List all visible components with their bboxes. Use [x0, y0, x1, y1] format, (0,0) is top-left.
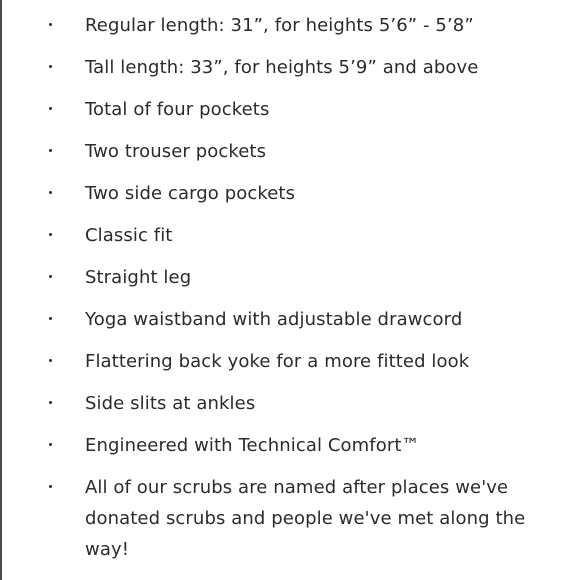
list-item-text: Regular length: 31”, for heights 5’6” - 5’8” [85, 15, 474, 36]
list-item [0, 472, 580, 565]
feature-list [0, 10, 580, 576]
list-item-text: Side slits at ankles [85, 393, 256, 414]
bullet-icon [49, 443, 52, 446]
bullet-icon [49, 107, 52, 110]
list-item-text: Straight leg [85, 267, 192, 288]
list-item [0, 136, 580, 167]
list-item-text: Tall length: 33”, for heights 5’9” and above [85, 57, 479, 78]
bullet-icon [49, 23, 52, 26]
list-item-text: Two side cargo pockets [85, 183, 296, 204]
bullet-icon [49, 149, 52, 152]
list-item-text: Classic fit [85, 225, 173, 246]
bullet-icon [49, 485, 52, 488]
list-item [0, 304, 580, 335]
list-item [0, 430, 580, 461]
list-item [0, 94, 580, 125]
list-item-text: Engineered with Technical Comfort™ [85, 435, 420, 456]
list-item [0, 220, 580, 251]
list-item-text: Flattering back yoke for a more fitted look [85, 351, 470, 372]
bullet-icon [49, 233, 52, 236]
list-item-text: Total of four pockets [85, 99, 270, 120]
bullet-icon [49, 401, 52, 404]
list-item [0, 52, 580, 83]
list-item-text: Yoga waistband with adjustable drawcord [85, 309, 463, 330]
list-item [0, 262, 580, 293]
bullet-icon [49, 317, 52, 320]
bullet-icon [49, 359, 52, 362]
bullet-icon [49, 191, 52, 194]
bullet-icon [49, 275, 52, 278]
list-item [0, 388, 580, 419]
list-item [0, 10, 580, 41]
list-item [0, 178, 580, 209]
list-item-text: All of our scrubs are named after places we've donated scrubs and people we've met along the way! [85, 477, 526, 560]
list-item [0, 346, 580, 377]
list-item-text: Two trouser pockets [85, 141, 267, 162]
bullet-icon [49, 65, 52, 68]
